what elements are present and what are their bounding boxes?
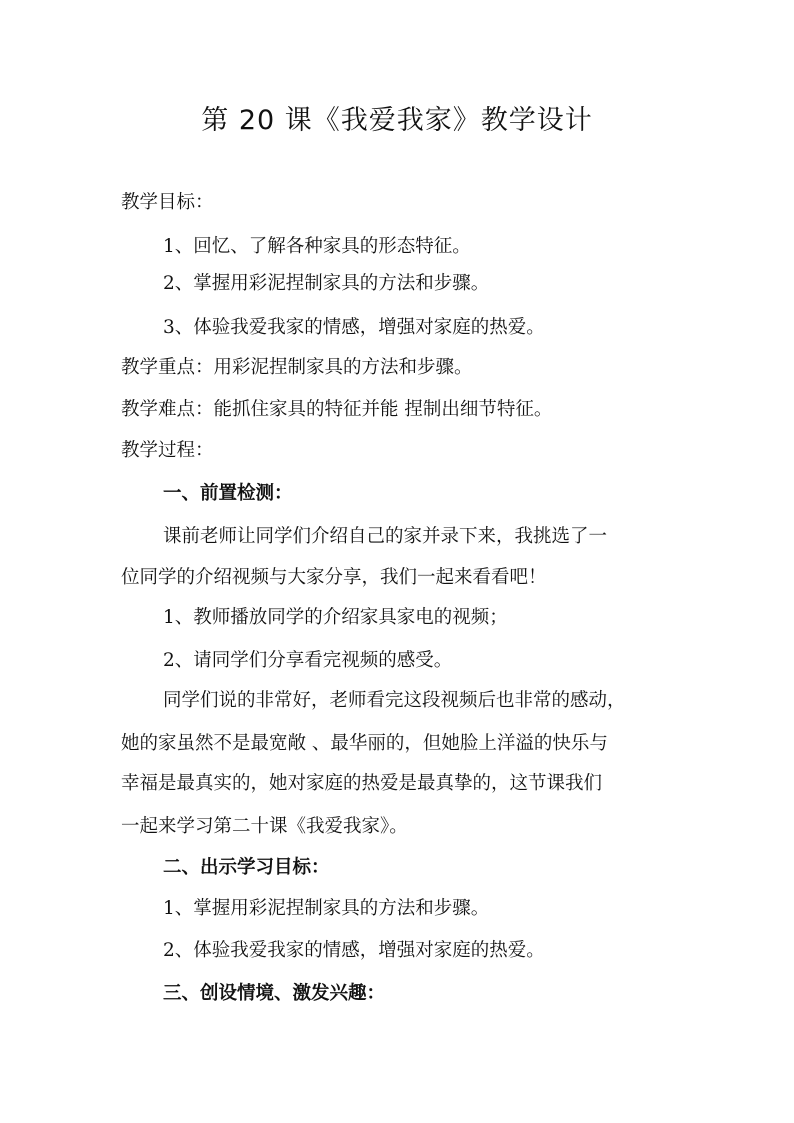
paragraph-line: 幸福是最真实的，她对家庭的热爱是最真挚的，这节课我们 bbox=[121, 773, 603, 794]
step-item: 2、请同学们分享看完视频的感受。 bbox=[163, 650, 453, 671]
goal-item: 2、体验我爱我家的情感，增强对家庭的热爱。 bbox=[163, 940, 545, 961]
difficulty: 教学难点：能抓住家具的特征并能 捏制出细节特征。 bbox=[121, 399, 553, 420]
objective-item: 2、掌握用彩泥捏制家具的方法和步骤。 bbox=[163, 273, 490, 294]
paragraph-line: 同学们说的非常好，老师看完这段视频后也非常的感动， bbox=[163, 690, 626, 711]
objective-item: 3、体验我爱我家的情感，增强对家庭的热爱。 bbox=[163, 317, 545, 338]
page-title: 第 20 课《我爱我家》教学设计 bbox=[201, 105, 593, 136]
section-heading: 二、出示学习目标： bbox=[163, 857, 330, 878]
step-item: 1、教师播放同学的介绍家具家电的视频； bbox=[163, 607, 508, 628]
goal-item: 1、掌握用彩泥捏制家具的方法和步骤。 bbox=[163, 898, 490, 919]
paragraph-line: 位同学的介绍视频与大家分享，我们一起来看看吧！ bbox=[121, 567, 547, 588]
objectives-heading: 教学目标： bbox=[121, 192, 214, 213]
key-point: 教学重点：用彩泥捏制家具的方法和步骤。 bbox=[121, 357, 473, 378]
section-heading: 三、创设情境、激发兴趣： bbox=[163, 983, 386, 1004]
process-heading: 教学过程： bbox=[121, 440, 214, 461]
paragraph-line: 她的家虽然不是最宽敞 、最华丽的，但她脸上洋溢的快乐与 bbox=[121, 733, 608, 754]
paragraph-line: 一起来学习第二十课《我爱我家》。 bbox=[121, 816, 408, 837]
objective-item: 1、回忆、了解各种家具的形态特征。 bbox=[163, 236, 471, 257]
paragraph-line: 课前老师让同学们介绍自己的家并录下来，我挑选了一 bbox=[163, 526, 608, 547]
section-heading: 一、前置检测： bbox=[163, 483, 293, 504]
